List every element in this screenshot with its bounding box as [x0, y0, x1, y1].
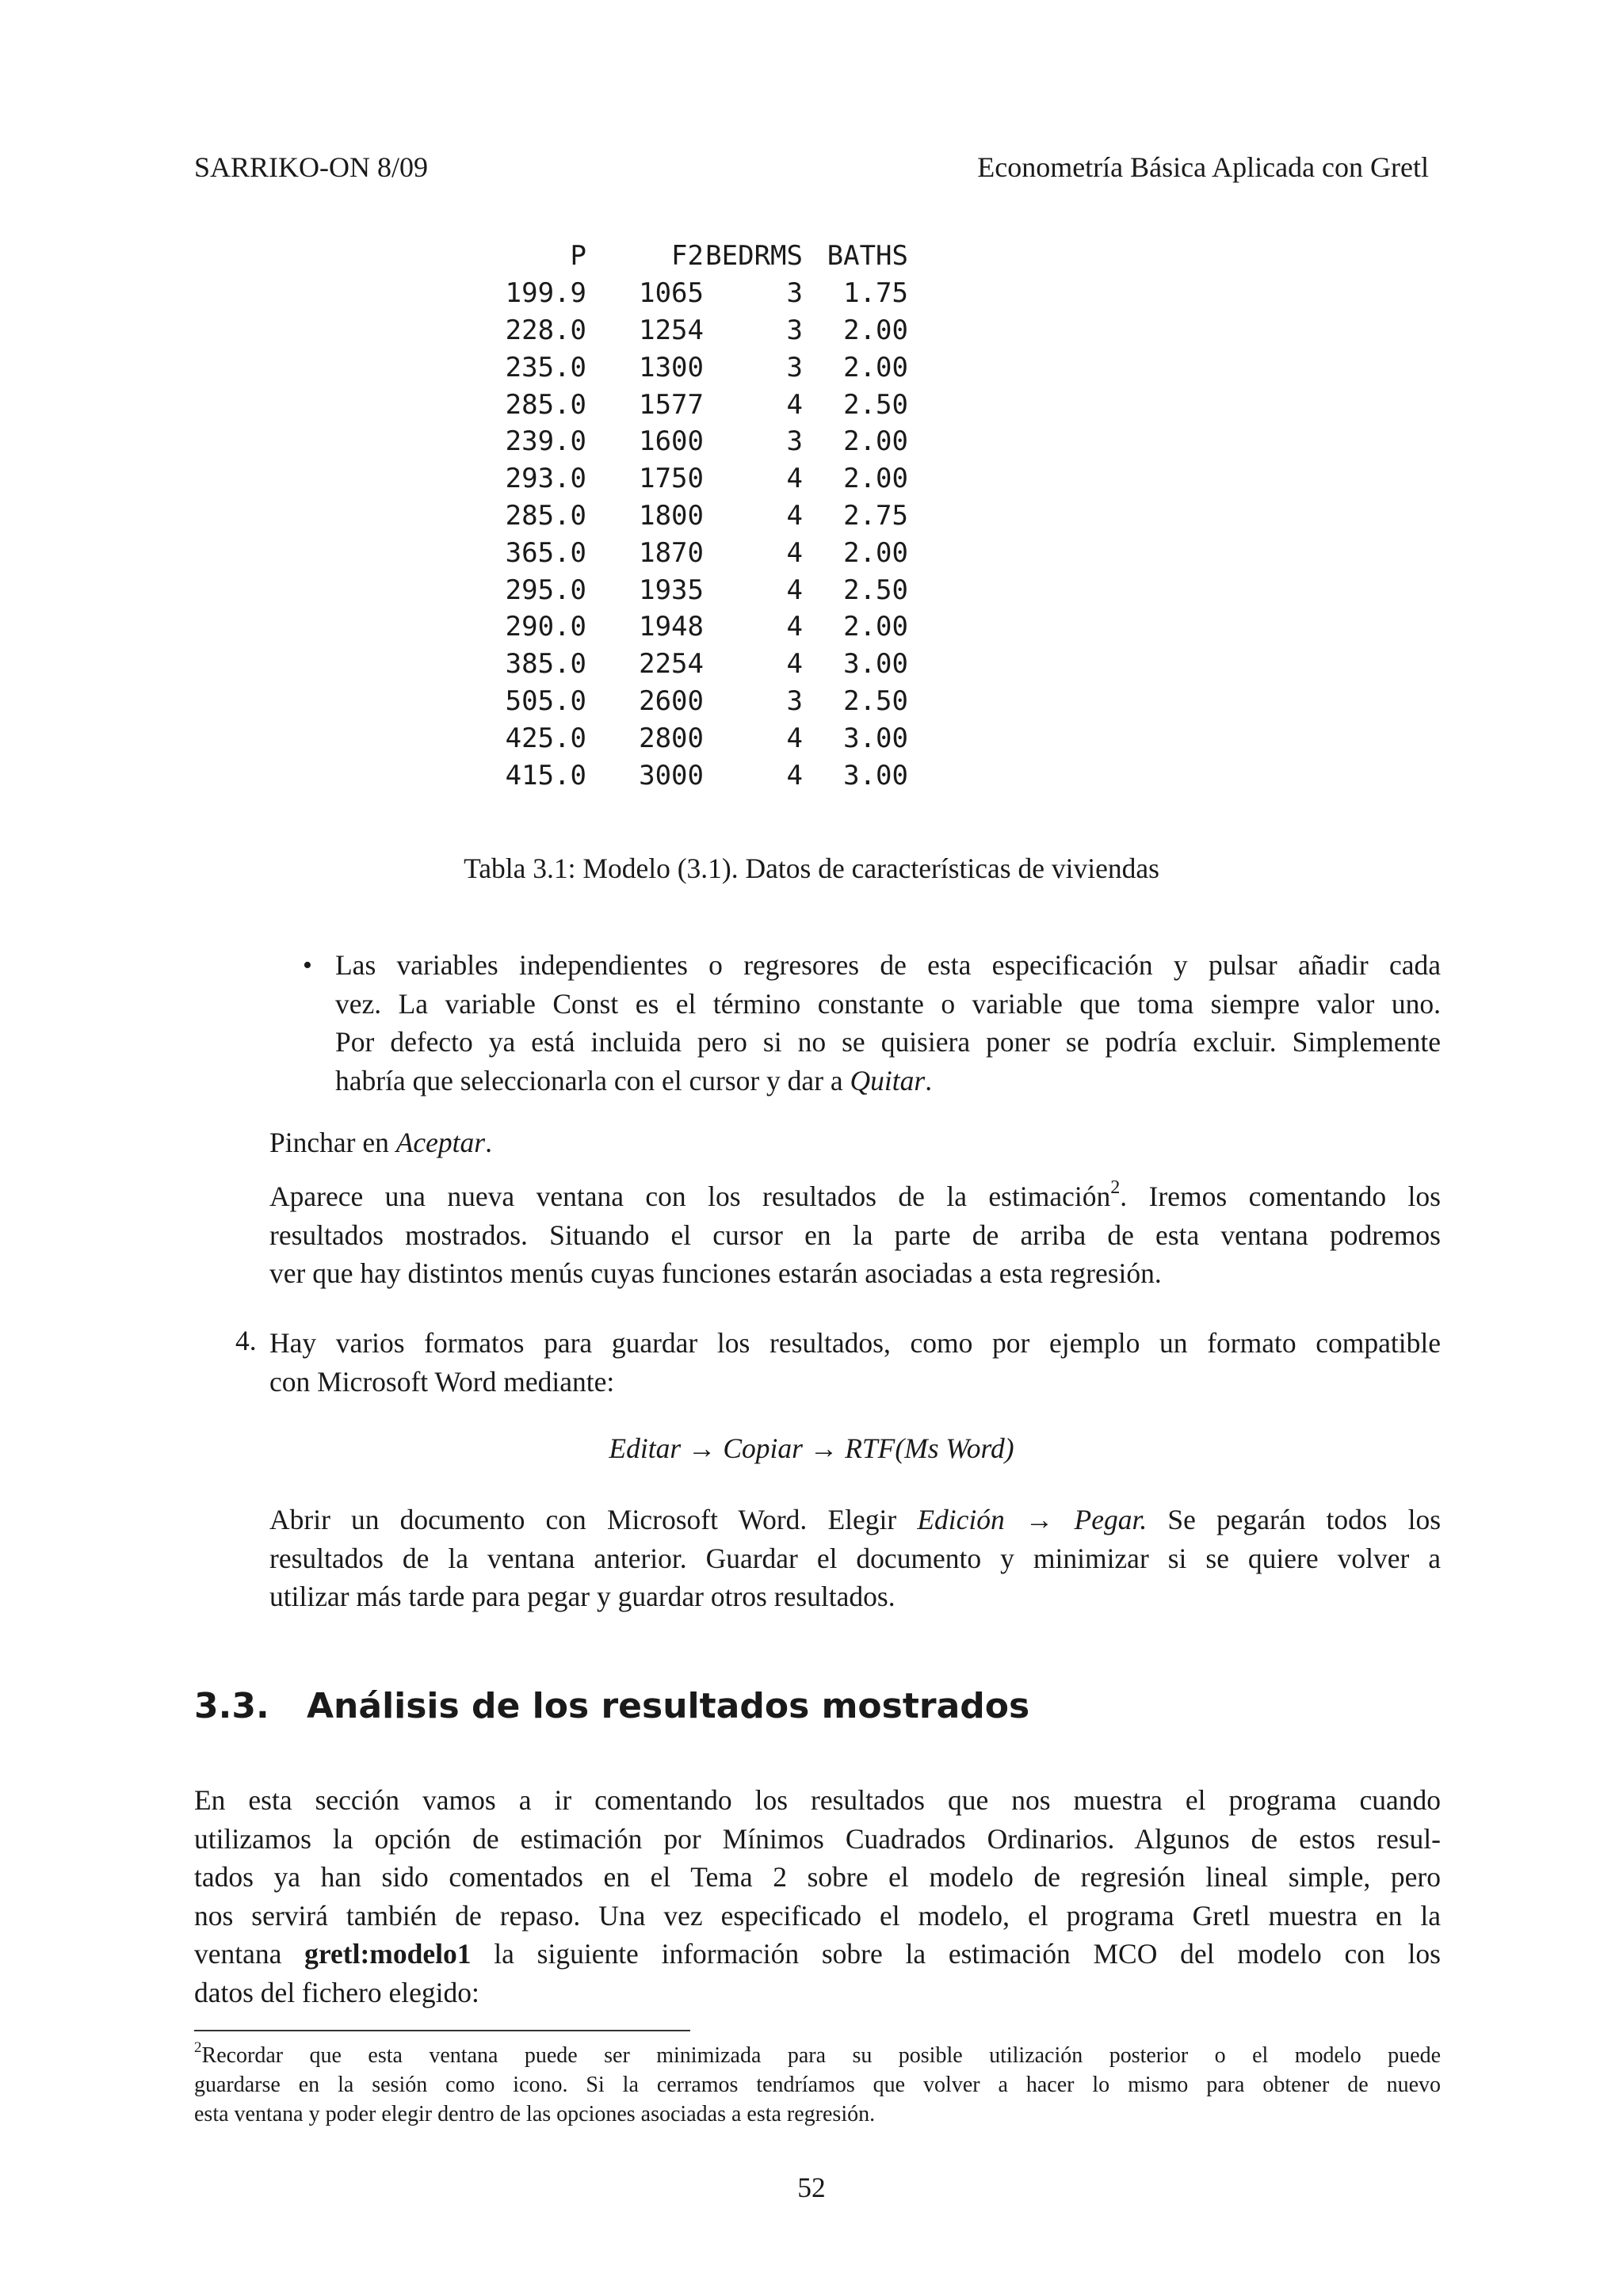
text-line [335, 1062, 1441, 1100]
table-cell: 1065 [639, 277, 704, 310]
table-row [499, 349, 908, 386]
column-header-f2: F2 [671, 240, 704, 273]
text-line: Hay varios formatos para guardar los resultados, como por ejemplo un formato compatible [269, 1327, 1441, 1359]
edicion-pegar-term: Edición → Pegar. [917, 1504, 1148, 1535]
table-cell: 3.00 [843, 722, 908, 754]
quitar-term: Quitar [850, 1064, 926, 1097]
table-row [499, 608, 908, 646]
text-line [269, 1501, 1441, 1539]
abrir-paragraph [269, 1501, 1441, 1616]
table-cell: 3 [786, 685, 803, 717]
table-cell: 3 [786, 314, 803, 346]
table-cell: 2.00 [843, 351, 908, 383]
table-cell: 2.50 [843, 388, 908, 421]
text-line: En esta sección vamos a ir comentando los resultados que nos muestra el programa cuando [194, 1784, 1441, 1816]
text-line [194, 2041, 1441, 2070]
text-span: . Iremos comentando los [1120, 1180, 1441, 1212]
table-cell: 425.0 [505, 722, 586, 754]
table-cell: 2254 [639, 648, 704, 681]
table-row [499, 757, 908, 794]
table-cell: 2.50 [843, 685, 908, 717]
table-cell: 290.0 [505, 611, 586, 643]
table-row [499, 646, 908, 683]
text-line: datos del fichero elegido: [194, 1976, 479, 2008]
table-cell: 285.0 [505, 388, 586, 421]
section-title: Análisis de los resultados mostrados [307, 1686, 1030, 1726]
list-item-number: 4. [235, 1325, 257, 1356]
gretl-modelo1-term: gretl:modelo1 [304, 1938, 472, 1970]
text-line: con Microsoft Word mediante: [269, 1365, 615, 1398]
table-row [499, 312, 908, 349]
table-row [499, 275, 908, 312]
text-span: habría que seleccionarla con el cursor y dar a [335, 1064, 850, 1097]
section-paragraph [194, 1781, 1441, 2012]
table-cell: 1935 [639, 574, 704, 606]
table-cell: 4 [786, 388, 803, 421]
table-cell: 2.00 [843, 425, 908, 458]
housing-data-table [499, 238, 908, 794]
table-cell: 228.0 [505, 314, 586, 346]
text-line: Por defecto ya está incluida pero si no se quisiera poner se podría excluir. Simplemente [335, 1026, 1441, 1058]
table-cell: 285.0 [505, 499, 586, 532]
table-body [499, 275, 908, 794]
table-cell: 293.0 [505, 463, 586, 495]
table-cell: 4 [786, 463, 803, 495]
table-cell: 4 [786, 611, 803, 643]
text-line: guardarse en la sesión como icono. Si la cerramos tendríamos que volver a hacer lo mismo para obtener de nuevo [194, 2073, 1441, 2097]
text-span: . [925, 1064, 933, 1097]
text-line: ver que hay distintos menús cuyas funciones estarán asociadas a esta regresión. [269, 1257, 1162, 1289]
bullet-marker: • [303, 951, 312, 980]
aparece-paragraph [269, 1177, 1441, 1293]
table-caption: Tabla 3.1: Modelo (3.1). Datos de características de viviendas [464, 852, 1159, 884]
table-cell: 3.00 [843, 648, 908, 681]
text-line: nos servirá también de repaso. Una vez especificado el modelo, el programa Gretl muestra en la [194, 1899, 1441, 1932]
table-cell: 295.0 [505, 574, 586, 606]
footnote [194, 2041, 1441, 2129]
text-span: Aparece una nueva ventana con los resultados de la estimación [269, 1180, 1111, 1212]
table-cell: 1254 [639, 314, 704, 346]
table-cell: 365.0 [505, 536, 586, 569]
table-cell: 4 [786, 759, 803, 791]
table-cell: 415.0 [505, 759, 586, 791]
table-cell: 1600 [639, 425, 704, 458]
table-cell: 3.00 [843, 759, 908, 791]
table-cell: 2.00 [843, 463, 908, 495]
running-header-left: SARRIKO-ON 8/09 [194, 151, 429, 183]
page-number: 52 [797, 2172, 826, 2203]
aceptar-term: Aceptar [395, 1127, 486, 1158]
text-line [269, 1177, 1441, 1216]
bullet-paragraph [335, 946, 1441, 1100]
text-span: Pinchar en [269, 1127, 396, 1158]
table-cell: 3 [786, 425, 803, 458]
table-cell: 1948 [639, 611, 704, 643]
table-cell: 505.0 [505, 685, 586, 717]
text-span: Se pegarán todos los [1147, 1504, 1442, 1535]
table-row [499, 460, 908, 498]
table-cell: 3000 [639, 759, 704, 791]
pinchar-paragraph [269, 1126, 492, 1159]
table-cell: 2.00 [843, 611, 908, 643]
table-cell: 2.00 [843, 536, 908, 569]
table-cell: 4 [786, 648, 803, 681]
text-span: la siguiente información sobre la estimación MCO del modelo con los [471, 1938, 1441, 1970]
footnote-reference: 2 [1110, 1176, 1121, 1198]
text-line [194, 1935, 1441, 1974]
text-line: utilizar más tarde para pegar y guardar otros resultados. [269, 1581, 896, 1612]
text-line: Las variables independientes o regresores de esta especificación y pulsar añadir cada [335, 949, 1441, 981]
column-header-p: P [570, 240, 586, 273]
table-cell: 4 [786, 536, 803, 569]
table-cell: 4 [786, 499, 803, 532]
table-cell: 235.0 [505, 351, 586, 383]
text-span: Recordar que esta ventana puede ser minimizada para su posible utilización posterior o el modelo puede [201, 2043, 1441, 2068]
table-cell: 1750 [639, 463, 704, 495]
table-row [499, 571, 908, 608]
table-row [499, 423, 908, 460]
column-header-bedrms: BEDRMS [705, 240, 803, 273]
text-line: esta ventana y poder elegir dentro de las opciones asociadas a esta regresión. [194, 2102, 876, 2126]
table-cell: 1300 [639, 351, 704, 383]
menu-path-formula: Editar → Copiar → RTF(Ms Word) [609, 1432, 1014, 1464]
footnote-rule [194, 2030, 690, 2031]
footnote-mark: 2 [194, 2039, 202, 2056]
text-line: tados ya han sido comentados en el Tema 2 sobre el modelo de regresión lineal simple, pero [194, 1861, 1441, 1893]
text-line: utilizamos la opción de estimación por Mínimos Cuadrados Ordinarios. Algunos de estos resul- [194, 1822, 1441, 1855]
list-item-4 [269, 1324, 1441, 1401]
table-cell: 4 [786, 722, 803, 754]
text-line: vez. La variable Const es el término constante o variable que toma siempre valor uno. [335, 987, 1441, 1020]
table-row [499, 498, 908, 535]
text-line: resultados de la ventana anterior. Guardar el documento y minimizar si se quiere volver a [269, 1542, 1441, 1574]
text-span: ventana [194, 1938, 305, 1970]
text-span: Abrir un documento con Microsoft Word. Elegir [269, 1504, 918, 1535]
table-row [499, 386, 908, 423]
table-cell: 2600 [639, 685, 704, 717]
table-cell: 2.50 [843, 574, 908, 606]
text-span: . [485, 1127, 492, 1158]
table-cell: 3 [786, 277, 803, 310]
table-cell: 385.0 [505, 648, 586, 681]
table-cell: 1.75 [843, 277, 908, 310]
text-line: resultados mostrados. Situando el cursor en la parte de arriba de esta ventana podremos [269, 1219, 1441, 1251]
table-cell: 199.9 [505, 277, 586, 310]
table-row [499, 719, 908, 757]
table-cell: 1870 [639, 536, 704, 569]
table-cell: 1577 [639, 388, 704, 421]
table-row [499, 683, 908, 720]
table-row [499, 534, 908, 571]
table-cell: 2800 [639, 722, 704, 754]
table-header-row [499, 238, 908, 275]
table-cell: 1800 [639, 499, 704, 532]
table-cell: 239.0 [505, 425, 586, 458]
column-header-baths: BATHS [827, 240, 908, 273]
section-number: 3.3. [194, 1686, 269, 1726]
table-cell: 4 [786, 574, 803, 606]
table-cell: 2.00 [843, 314, 908, 346]
running-header-right: Econometría Básica Aplicada con Gretl [977, 151, 1429, 183]
table-cell: 2.75 [843, 499, 908, 532]
table-cell: 3 [786, 351, 803, 383]
